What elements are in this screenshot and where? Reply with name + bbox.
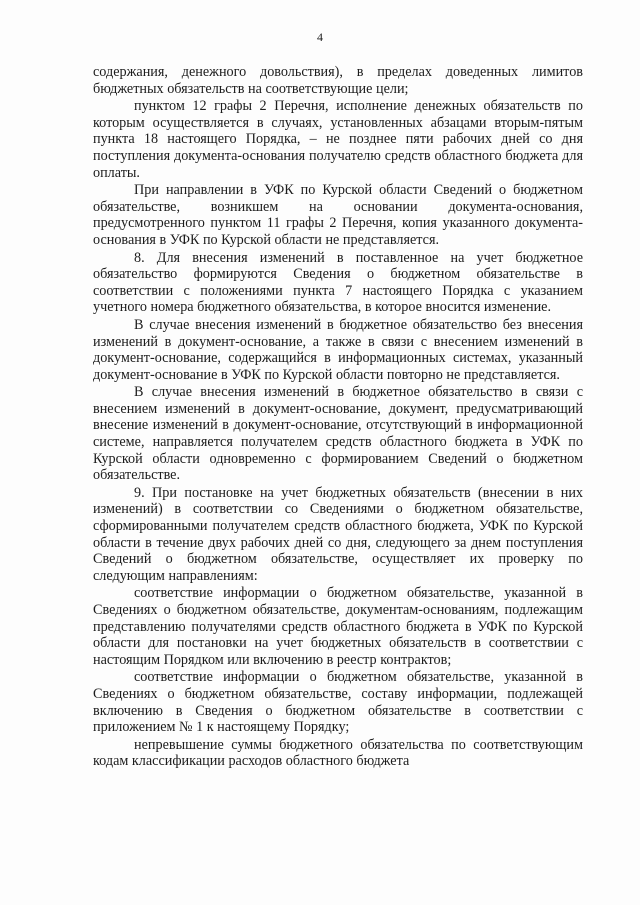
paragraph: В случае внесения изменений в бюджетное обязательство без внесения изменений в документ-основание, а также в связи с внесением изменений в документ-основание, содержащийся в информационных системах, указанный документ-основание в УФК по Курской области повторно не представляется. xyxy=(93,316,583,383)
paragraph: непревышение суммы бюджетного обязательства по соответствующим кодам классификации расходов областного бюджета xyxy=(93,736,583,770)
paragraph: При направлении в УФК по Курской области Сведений о бюджетном обязательстве, возникшем на основании документа-основания, предусмотренного пунктом 11 графы 2 Перечня, копия указанного документа-основания в УФК по Курской области не представляется. xyxy=(93,182,583,248)
paragraph: пунктом 12 графы 2 Перечня, исполнение денежных обязательств по которым осуществляется в случаях, установленных абзацами вторым-пятым пункта 18 настоящего Порядка, – не позднее пяти рабочих дней со дня поступления документа-основания получателю средств областного бюджета для оплаты. xyxy=(93,98,583,181)
paragraph: 9. При постановке на учет бюджетных обязательств (внесении в них изменений) в соответствии со Сведениями о бюджетном обязательстве, сформированными получателем средств областного бюджета, УФК по Курской области в течение двух рабочих дней со дня, следующего за днем поступления Сведений о бюджетном обязательстве, осуществляет их проверку по следующим направлениям: xyxy=(93,484,583,584)
paragraph: соответствие информации о бюджетном обязательстве, указанной в Сведениях о бюджетном обязательстве, составу информации, подлежащей включению в Сведения о бюджетном обязательстве в соответствии с приложением № 1 к настоящему Порядку; xyxy=(93,669,583,736)
paragraph: В случае внесения изменений в бюджетное обязательство в связи с внесением изменений в документ-основание, документ, предусматривающий внесение изменений в документ-основание, отсутствующий в информационной системе, направляется получателем средств областного бюджета в УФК по Курской области одновременно с формированием Сведений о бюджетном обязательстве. xyxy=(93,384,583,484)
document-body xyxy=(93,64,583,771)
paragraph: содержания, денежного довольствия), в пределах доведенных лимитов бюджетных обязательств на соответствующие цели; xyxy=(93,64,583,97)
paragraph: соответствие информации о бюджетном обязательстве, указанной в Сведениях о бюджетном обязательстве, документам-основаниям, подлежащим представлению получателями средств областного бюджета в УФК по Курской области для постановки на учет бюджетных обязательств в соответствии с настоящим Порядком или включению в реестр контрактов; xyxy=(93,585,583,668)
page-number: 4 xyxy=(317,30,323,44)
paragraph: 8. Для внесения изменений в поставленное на учет бюджетное обязательство формируются Сведения о бюджетном обязательстве в соответствии с положениями пункта 7 настоящего Порядка с указанием учетного номера бюджетного обязательства, в которое вносится изменение. xyxy=(93,249,583,316)
